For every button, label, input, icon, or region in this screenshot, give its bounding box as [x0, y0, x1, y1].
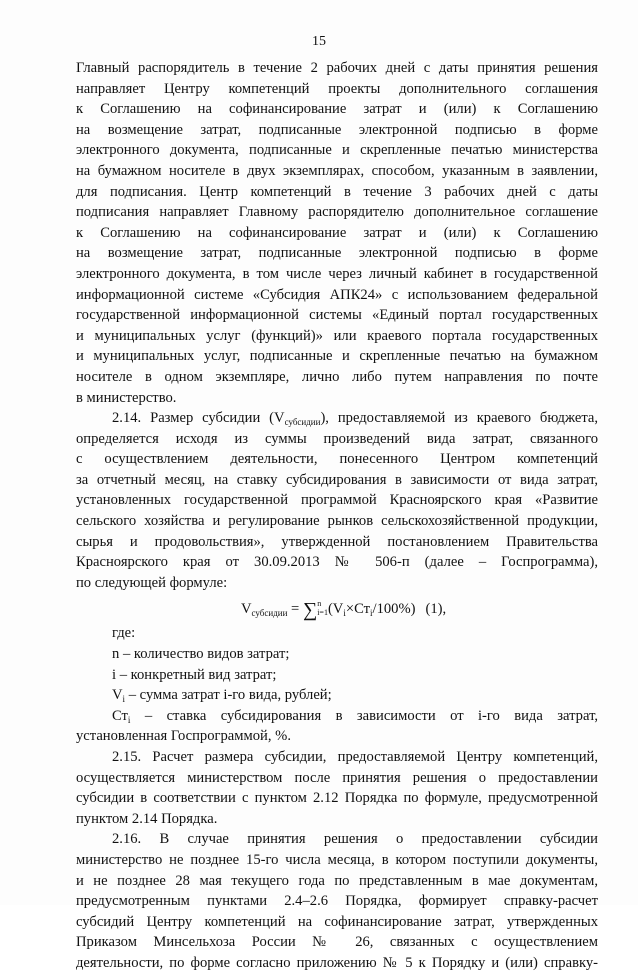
text-line: и не позднее 28 мая текущего года по представленным в мае документам,: [76, 872, 598, 889]
formula-lhs-subscript: субсидии: [251, 608, 288, 619]
subscript: i: [122, 694, 126, 705]
formula-equals: =: [287, 601, 303, 618]
formula-subscript: i: [370, 608, 373, 619]
text-line: Приказом Минсельхоза России № 26, связанных с осуществлением: [76, 934, 598, 951]
text-line: по следующей формуле:: [76, 574, 228, 591]
text-line: к Соглашению на софинансирование затрат и (или) к Соглашению: [76, 101, 598, 118]
formula-subscript: i: [343, 608, 346, 619]
definition-text: – ставка субсидирования в зависимости от i-го вида затрат,: [130, 707, 598, 724]
text-line: с осуществлением деятельности, понесенного Центром компетенций: [76, 451, 598, 468]
text-line: за отчетный месяц, на ставку субсидирования в зависимости от вида затрат,: [76, 471, 598, 488]
definition-text: – сумма затрат i-го вида, рублей;: [125, 687, 332, 704]
where-label: где:: [112, 625, 136, 642]
text-line: определяется исходя из суммы произведений вида затрат, связанного: [76, 430, 598, 447]
text-line: деятельности, по форме согласно приложению № 5 к Порядку и (или) справку-: [76, 954, 598, 971]
formula-body-end: /100%): [372, 601, 416, 618]
text-line: сельского хозяйства и регулирование рынков сельскохозяйственной продукции,: [76, 513, 598, 530]
text-line: информационной системе «Субсидия АПК24» с использованием федеральной: [76, 286, 598, 303]
text-line: осуществляется министерством после принятия решения о предоставлении: [76, 769, 598, 786]
page-number: 15: [312, 34, 326, 49]
text-line: носителе в одном экземпляре, лично либо путем направления по почте: [76, 368, 598, 385]
subscript: i: [127, 714, 131, 725]
formula-definitions: [76, 623, 598, 747]
text-fragment: 2.14. Размер субсидии (V: [112, 410, 285, 427]
text-line: на возмещение затрат, подписанные электронной подписью в форме: [76, 245, 598, 262]
paragraph-2-15: [76, 747, 598, 829]
formula-1: [76, 595, 598, 623]
text-line: 2.15. Расчет размера субсидии, предоставляемой Центру компетенций,: [112, 749, 598, 765]
sum-upper: n: [317, 599, 322, 609]
text-line: Красноярского края от 30.09.2013 № 506-п (далее – Госпрограмма),: [76, 554, 598, 571]
text-line: сырья и продовольствия», утвержденной постановлением Правительства: [76, 533, 598, 550]
paragraph-continuation: [76, 58, 598, 408]
text-fragment: ), предоставляемой из краевого бюджета,: [320, 410, 598, 427]
definition-ct: [76, 706, 598, 727]
text-line: предусмотренным пунктами 2.4–2.6 Порядка, формирует справку-расчет: [76, 893, 598, 910]
definition-n: n – количество видов затрат;: [112, 646, 290, 663]
symbol-ct: Ст: [112, 707, 128, 724]
text-line: и муниципальных услуг, подписанные и скрепленные печатью на бумажном: [76, 348, 598, 365]
formula-body-mid: ×Ст: [345, 601, 371, 618]
text-line: 2.16. В случае принятия решения о предоставлении субсидии: [112, 831, 598, 848]
definition-i: i – конкретный вид затрат;: [112, 666, 277, 683]
text-line: установленных государственной программой Красноярского края «Развитие: [76, 492, 598, 509]
text-line: в министерство.: [76, 389, 177, 406]
text-line: электронного документа, подписанные и скрепленные печатью министерства: [76, 142, 598, 159]
definition-v: [76, 685, 598, 706]
formula-number: (1),: [425, 601, 447, 618]
symbol-v: V: [112, 687, 123, 704]
paragraph-2-16: [76, 829, 598, 973]
text-line: пунктом 2.14 Порядка.: [76, 810, 218, 827]
text-line: Главный распорядитель в течение 2 рабочих дней с даты принятия решения: [76, 60, 598, 76]
text-line: подписания направляет Главному распорядителю дополнительное соглашение: [76, 204, 598, 221]
text-line: министерство не позднее 15-го числа месяца, в котором поступили документы,: [76, 851, 598, 868]
text-line: направляет Центру компетенций проекты дополнительного соглашения: [76, 80, 598, 97]
sum-symbol: ∑: [302, 599, 318, 622]
text-line: государственной информационной системы «Единый портал государственных: [76, 307, 598, 324]
sum-lower: i=1: [317, 608, 328, 618]
text-line: и муниципальных услуг (функций)» или краевого портала государственных: [76, 327, 598, 344]
text-line: к Соглашению на софинансирование затрат и (или) к Соглашению: [76, 224, 598, 241]
text-line: субсидий Центру компетенций на софинансирование затрат, утвержденных: [76, 913, 598, 930]
text-line: субсидии в соответствии с пунктом 2.12 Порядка по формуле, предусмотренной: [76, 790, 598, 807]
sum-limits: [317, 599, 328, 617]
text-line: для подписания. Центр компетенций в течение 3 рабочих дней с даты: [76, 183, 598, 200]
formula-body: (V: [327, 601, 344, 618]
subscript: субсидии: [284, 417, 321, 428]
text-line: установленная Госпрограммой, %.: [76, 728, 291, 745]
formula-lhs: V: [241, 601, 252, 618]
text-line: на возмещение затрат, подписанные электронной подписью в форме: [76, 121, 598, 138]
text-line: на бумажном носителе в двух экземплярах, способом, указанным в заявлении,: [76, 162, 598, 179]
text-line-first: [76, 408, 598, 429]
document-body: [76, 58, 598, 974]
text-line: электронного документа, в том числе через личный кабинет в государственной: [76, 265, 598, 282]
paragraph-2-14: [76, 408, 598, 593]
